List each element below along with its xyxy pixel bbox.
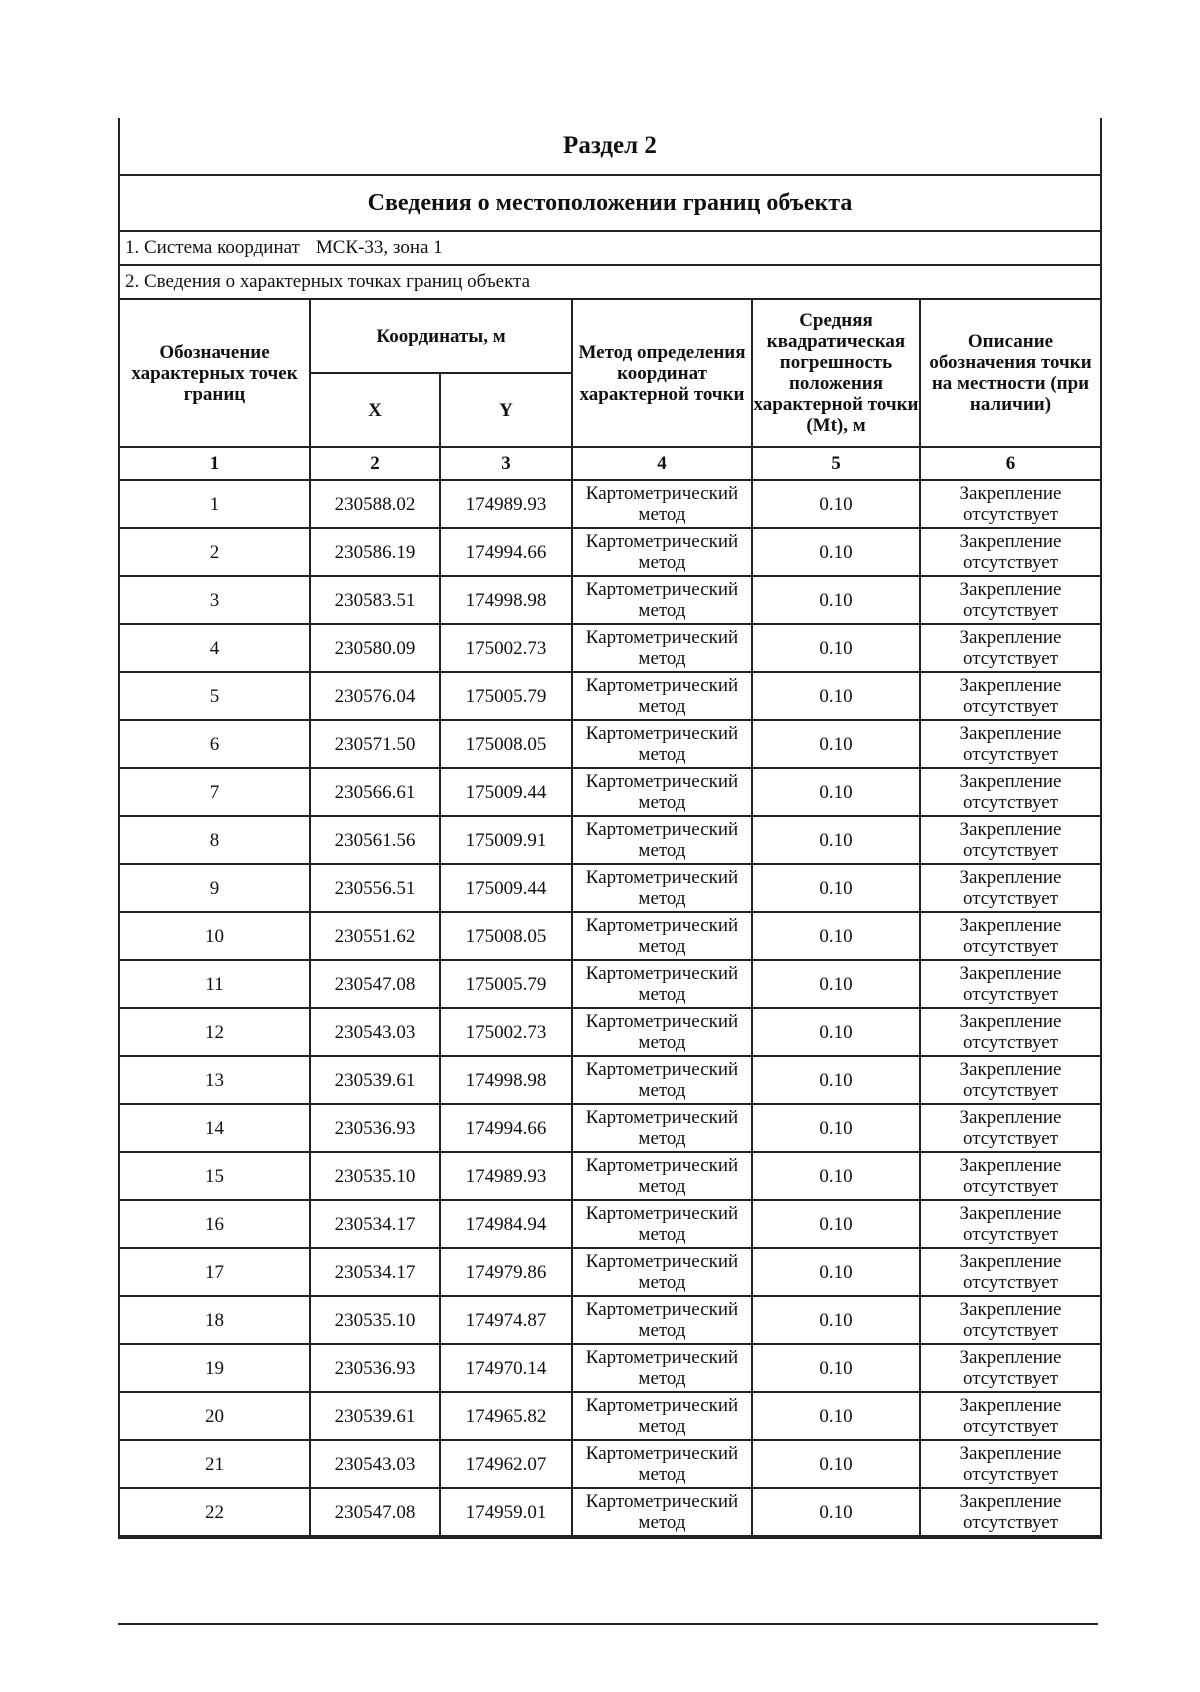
description-cell-line: отсутствует	[962, 936, 1059, 957]
document-sheet	[118, 118, 1102, 1539]
x-coordinate-cell: 230543.03	[310, 1440, 440, 1488]
y-coordinate-cell: 174979.86	[440, 1248, 572, 1296]
method-cell-line: метод	[638, 1128, 686, 1149]
table-row	[120, 672, 1100, 720]
coordinate-system-value: МСК-33, зона 1	[315, 237, 443, 258]
description-cell	[920, 1344, 1100, 1392]
description-cell-line: отсутствует	[962, 888, 1059, 909]
table-row	[120, 912, 1100, 960]
description-cell-line: отсутствует	[962, 1080, 1059, 1101]
point-number-cell: 3	[120, 576, 310, 624]
y-coordinate-cell: 175005.79	[440, 672, 572, 720]
method-cell-line: Картометрический	[585, 915, 739, 936]
column-number: 2	[310, 447, 440, 480]
y-coordinate-cell: 174970.14	[440, 1344, 572, 1392]
description-cell-line: Закрепление	[959, 915, 1062, 936]
description-cell-line: Закрепление	[959, 1347, 1062, 1368]
table-header	[120, 300, 1100, 480]
point-number-cell: 16	[120, 1200, 310, 1248]
description-cell-line: Закрепление	[959, 627, 1062, 648]
description-cell-line: отсутствует	[962, 1320, 1059, 1341]
method-cell-line: метод	[638, 1224, 686, 1245]
point-number-cell: 1	[120, 480, 310, 528]
method-cell	[572, 624, 752, 672]
mean-error-cell: 0.10	[752, 672, 920, 720]
method-cell-line: Картометрический	[585, 723, 739, 744]
description-cell	[920, 480, 1100, 528]
y-coordinate-cell: 174998.98	[440, 1056, 572, 1104]
point-number-cell: 5	[120, 672, 310, 720]
method-cell-line: метод	[638, 600, 686, 621]
table-row	[120, 528, 1100, 576]
method-cell	[572, 1488, 752, 1536]
description-cell-line: отсутствует	[962, 1128, 1059, 1149]
method-cell-line: Картометрический	[585, 531, 739, 552]
x-coordinate-cell: 230539.61	[310, 1056, 440, 1104]
y-coordinate-cell: 174989.93	[440, 1152, 572, 1200]
method-cell-line: Картометрический	[585, 579, 739, 600]
description-cell-line: Закрепление	[959, 771, 1062, 792]
description-cell	[920, 1392, 1100, 1440]
method-cell-line: Картометрический	[585, 1059, 739, 1080]
method-cell-line: Картометрический	[585, 1203, 739, 1224]
y-coordinate-cell: 174984.94	[440, 1200, 572, 1248]
points-section-title: 2. Сведения о характерных точках границ объекта	[120, 266, 1100, 300]
column-number: 5	[752, 447, 920, 480]
description-cell-line: отсутствует	[962, 1464, 1059, 1485]
method-cell-line: Картометрический	[585, 867, 739, 888]
mean-error-cell: 0.10	[752, 864, 920, 912]
point-number-cell: 12	[120, 1008, 310, 1056]
method-cell-line: Картометрический	[585, 1491, 739, 1512]
table-row	[120, 1008, 1100, 1056]
x-coordinate-cell: 230556.51	[310, 864, 440, 912]
table-row	[120, 1056, 1100, 1104]
point-number-cell: 7	[120, 768, 310, 816]
point-number-cell: 9	[120, 864, 310, 912]
mean-error-cell: 0.10	[752, 1056, 920, 1104]
description-cell	[920, 1488, 1100, 1536]
method-cell	[572, 816, 752, 864]
table-row	[120, 1296, 1100, 1344]
object-title: Сведения о местоположении границ объекта	[120, 176, 1100, 232]
description-cell-line: Закрепление	[959, 819, 1062, 840]
method-cell-line: метод	[638, 840, 686, 861]
header-mean-error: Средняя квадратическая погрешность положения характерной точки (Mt), м	[752, 300, 920, 447]
method-cell-line: метод	[638, 888, 686, 909]
method-cell	[572, 480, 752, 528]
method-cell-line: метод	[638, 1464, 686, 1485]
description-cell	[920, 1056, 1100, 1104]
description-cell-line: отсутствует	[962, 1368, 1059, 1389]
description-cell	[920, 1248, 1100, 1296]
table-row	[120, 768, 1100, 816]
description-cell-line: Закрепление	[959, 531, 1062, 552]
method-cell-line: метод	[638, 1176, 686, 1197]
coordinate-system-line	[120, 232, 1100, 266]
x-coordinate-cell: 230539.61	[310, 1392, 440, 1440]
method-cell-line: метод	[638, 1032, 686, 1053]
table-row	[120, 624, 1100, 672]
y-coordinate-cell: 174965.82	[440, 1392, 572, 1440]
x-coordinate-cell: 230547.08	[310, 1488, 440, 1536]
mean-error-cell: 0.10	[752, 1344, 920, 1392]
description-cell	[920, 720, 1100, 768]
y-coordinate-cell: 175009.91	[440, 816, 572, 864]
header-description: Описание обозначения точки на местности (при наличии)	[920, 300, 1100, 447]
table-row	[120, 864, 1100, 912]
description-cell	[920, 528, 1100, 576]
description-cell	[920, 576, 1100, 624]
x-coordinate-cell: 230571.50	[310, 720, 440, 768]
point-number-cell: 10	[120, 912, 310, 960]
coordinate-system-label: 1. Система координат	[125, 237, 300, 258]
description-cell	[920, 624, 1100, 672]
description-cell-line: отсутствует	[962, 504, 1059, 525]
x-coordinate-cell: 230551.62	[310, 912, 440, 960]
method-cell	[572, 960, 752, 1008]
method-cell	[572, 1248, 752, 1296]
y-coordinate-cell: 175002.73	[440, 624, 572, 672]
description-cell-line: Закрепление	[959, 1395, 1062, 1416]
x-coordinate-cell: 230535.10	[310, 1152, 440, 1200]
description-cell	[920, 1152, 1100, 1200]
description-cell-line: отсутствует	[962, 792, 1059, 813]
point-number-cell: 13	[120, 1056, 310, 1104]
mean-error-cell: 0.10	[752, 480, 920, 528]
mean-error-cell: 0.10	[752, 1104, 920, 1152]
description-cell-line: отсутствует	[962, 1512, 1059, 1533]
table-row	[120, 1104, 1100, 1152]
method-cell-line: метод	[638, 1368, 686, 1389]
description-cell-line: отсутствует	[962, 744, 1059, 765]
description-cell-line: Закрепление	[959, 963, 1062, 984]
description-cell-line: Закрепление	[959, 579, 1062, 600]
y-coordinate-cell: 175008.05	[440, 912, 572, 960]
x-coordinate-cell: 230561.56	[310, 816, 440, 864]
description-cell	[920, 864, 1100, 912]
y-coordinate-cell: 174998.98	[440, 576, 572, 624]
table-row	[120, 576, 1100, 624]
x-coordinate-cell: 230588.02	[310, 480, 440, 528]
description-cell-line: отсутствует	[962, 552, 1059, 573]
method-cell	[572, 720, 752, 768]
description-cell-line: Закрепление	[959, 867, 1062, 888]
method-cell-line: Картометрический	[585, 1011, 739, 1032]
y-coordinate-cell: 174994.66	[440, 528, 572, 576]
mean-error-cell: 0.10	[752, 768, 920, 816]
point-number-cell: 6	[120, 720, 310, 768]
mean-error-cell: 0.10	[752, 912, 920, 960]
footer-rule	[118, 1623, 1098, 1625]
y-coordinate-cell: 174962.07	[440, 1440, 572, 1488]
method-cell	[572, 1056, 752, 1104]
y-coordinate-cell: 174994.66	[440, 1104, 572, 1152]
mean-error-cell: 0.10	[752, 960, 920, 1008]
header-y: Y	[440, 373, 572, 447]
x-coordinate-cell: 230576.04	[310, 672, 440, 720]
method-cell	[572, 1296, 752, 1344]
description-cell	[920, 1296, 1100, 1344]
table-row	[120, 960, 1100, 1008]
method-cell-line: Картометрический	[585, 1347, 739, 1368]
point-number-cell: 15	[120, 1152, 310, 1200]
method-cell-line: Картометрический	[585, 1443, 739, 1464]
method-cell-line: метод	[638, 744, 686, 765]
column-number: 4	[572, 447, 752, 480]
mean-error-cell: 0.10	[752, 816, 920, 864]
description-cell-line: Закрепление	[959, 1155, 1062, 1176]
header-point-designation: Обозначение характерных точек границ	[120, 300, 310, 447]
method-cell-line: Картометрический	[585, 819, 739, 840]
method-cell-line: метод	[638, 792, 686, 813]
x-coordinate-cell: 230586.19	[310, 528, 440, 576]
mean-error-cell: 0.10	[752, 1440, 920, 1488]
description-cell-line: отсутствует	[962, 648, 1059, 669]
mean-error-cell: 0.10	[752, 1200, 920, 1248]
method-cell-line: метод	[638, 1416, 686, 1437]
description-cell	[920, 768, 1100, 816]
table-row	[120, 1344, 1100, 1392]
description-cell-line: Закрепление	[959, 1203, 1062, 1224]
point-number-cell: 4	[120, 624, 310, 672]
point-number-cell: 20	[120, 1392, 310, 1440]
x-coordinate-cell: 230547.08	[310, 960, 440, 1008]
method-cell-line: Картометрический	[585, 1299, 739, 1320]
point-number-cell: 21	[120, 1440, 310, 1488]
header-coordinates: Координаты, м	[310, 300, 572, 373]
method-cell	[572, 1440, 752, 1488]
point-number-cell: 19	[120, 1344, 310, 1392]
description-cell-line: отсутствует	[962, 1032, 1059, 1053]
description-cell	[920, 1440, 1100, 1488]
y-coordinate-cell: 175002.73	[440, 1008, 572, 1056]
y-coordinate-cell: 174989.93	[440, 480, 572, 528]
description-cell-line: Закрепление	[959, 1107, 1062, 1128]
y-coordinate-cell: 175009.44	[440, 864, 572, 912]
method-cell-line: метод	[638, 984, 686, 1005]
mean-error-cell: 0.10	[752, 1392, 920, 1440]
x-coordinate-cell: 230536.93	[310, 1104, 440, 1152]
table-row	[120, 1488, 1100, 1536]
y-coordinate-cell: 174974.87	[440, 1296, 572, 1344]
header-method: Метод определения координат характерной точки	[572, 300, 752, 447]
x-coordinate-cell: 230543.03	[310, 1008, 440, 1056]
description-cell	[920, 1008, 1100, 1056]
description-cell-line: Закрепление	[959, 1299, 1062, 1320]
description-cell-line: Закрепление	[959, 1059, 1062, 1080]
x-coordinate-cell: 230583.51	[310, 576, 440, 624]
method-cell-line: метод	[638, 648, 686, 669]
description-cell-line: отсутствует	[962, 1416, 1059, 1437]
method-cell-line: Картометрический	[585, 1107, 739, 1128]
x-coordinate-cell: 230534.17	[310, 1200, 440, 1248]
table-row	[120, 1440, 1100, 1488]
method-cell-line: Картометрический	[585, 1395, 739, 1416]
mean-error-cell: 0.10	[752, 576, 920, 624]
method-cell-line: Картометрический	[585, 771, 739, 792]
method-cell	[572, 864, 752, 912]
method-cell-line: метод	[638, 1512, 686, 1533]
description-cell	[920, 1200, 1100, 1248]
point-number-cell: 2	[120, 528, 310, 576]
method-cell	[572, 1344, 752, 1392]
column-number: 6	[920, 447, 1100, 480]
method-cell-line: Картометрический	[585, 675, 739, 696]
description-cell-line: Закрепление	[959, 1491, 1062, 1512]
description-cell	[920, 960, 1100, 1008]
description-cell-line: Закрепление	[959, 723, 1062, 744]
point-number-cell: 11	[120, 960, 310, 1008]
table-row	[120, 816, 1100, 864]
method-cell	[572, 1104, 752, 1152]
description-cell	[920, 816, 1100, 864]
description-cell-line: Закрепление	[959, 483, 1062, 504]
method-cell	[572, 576, 752, 624]
method-cell-line: метод	[638, 1272, 686, 1293]
table-body	[120, 480, 1100, 1536]
method-cell-line: метод	[638, 696, 686, 717]
column-number: 3	[440, 447, 572, 480]
description-cell-line: отсутствует	[962, 1224, 1059, 1245]
point-number-cell: 18	[120, 1296, 310, 1344]
y-coordinate-cell: 175009.44	[440, 768, 572, 816]
method-cell-line: Картометрический	[585, 483, 739, 504]
method-cell	[572, 1008, 752, 1056]
description-cell	[920, 1104, 1100, 1152]
point-number-cell: 17	[120, 1248, 310, 1296]
description-cell-line: отсутствует	[962, 696, 1059, 717]
mean-error-cell: 0.10	[752, 1248, 920, 1296]
x-coordinate-cell: 230534.17	[310, 1248, 440, 1296]
method-cell	[572, 1152, 752, 1200]
method-cell	[572, 1392, 752, 1440]
table-row	[120, 1152, 1100, 1200]
description-cell-line: Закрепление	[959, 1011, 1062, 1032]
y-coordinate-cell: 175005.79	[440, 960, 572, 1008]
description-cell	[920, 672, 1100, 720]
method-cell	[572, 528, 752, 576]
point-number-cell: 22	[120, 1488, 310, 1536]
mean-error-cell: 0.10	[752, 720, 920, 768]
mean-error-cell: 0.10	[752, 1296, 920, 1344]
description-cell-line: отсутствует	[962, 600, 1059, 621]
description-cell-line: отсутствует	[962, 840, 1059, 861]
method-cell-line: метод	[638, 1320, 686, 1341]
mean-error-cell: 0.10	[752, 624, 920, 672]
point-number-cell: 8	[120, 816, 310, 864]
method-cell-line: метод	[638, 1080, 686, 1101]
header-x: X	[310, 373, 440, 447]
column-number-row	[120, 447, 1100, 480]
table-row	[120, 1248, 1100, 1296]
column-number: 1	[120, 447, 310, 480]
x-coordinate-cell: 230566.61	[310, 768, 440, 816]
method-cell	[572, 1200, 752, 1248]
y-coordinate-cell: 174959.01	[440, 1488, 572, 1536]
description-cell	[920, 912, 1100, 960]
method-cell	[572, 912, 752, 960]
table-row	[120, 720, 1100, 768]
method-cell-line: Картометрический	[585, 627, 739, 648]
section-title: Раздел 2	[120, 118, 1100, 176]
description-cell-line: отсутствует	[962, 1176, 1059, 1197]
points-table	[120, 300, 1100, 1537]
description-cell-line: Закрепление	[959, 1443, 1062, 1464]
method-cell-line: метод	[638, 936, 686, 957]
method-cell-line: Картометрический	[585, 1251, 739, 1272]
table-row	[120, 1200, 1100, 1248]
method-cell-line: Картометрический	[585, 963, 739, 984]
table-row	[120, 480, 1100, 528]
x-coordinate-cell: 230535.10	[310, 1296, 440, 1344]
description-cell-line: отсутствует	[962, 984, 1059, 1005]
table-row	[120, 1392, 1100, 1440]
y-coordinate-cell: 175008.05	[440, 720, 572, 768]
mean-error-cell: 0.10	[752, 528, 920, 576]
method-cell-line: метод	[638, 504, 686, 525]
method-cell-line: метод	[638, 552, 686, 573]
x-coordinate-cell: 230580.09	[310, 624, 440, 672]
method-cell	[572, 672, 752, 720]
x-coordinate-cell: 230536.93	[310, 1344, 440, 1392]
description-cell-line: Закрепление	[959, 1251, 1062, 1272]
method-cell-line: Картометрический	[585, 1155, 739, 1176]
mean-error-cell: 0.10	[752, 1008, 920, 1056]
mean-error-cell: 0.10	[752, 1152, 920, 1200]
description-cell-line: Закрепление	[959, 675, 1062, 696]
method-cell	[572, 768, 752, 816]
point-number-cell: 14	[120, 1104, 310, 1152]
description-cell-line: отсутствует	[962, 1272, 1059, 1293]
mean-error-cell: 0.10	[752, 1488, 920, 1536]
